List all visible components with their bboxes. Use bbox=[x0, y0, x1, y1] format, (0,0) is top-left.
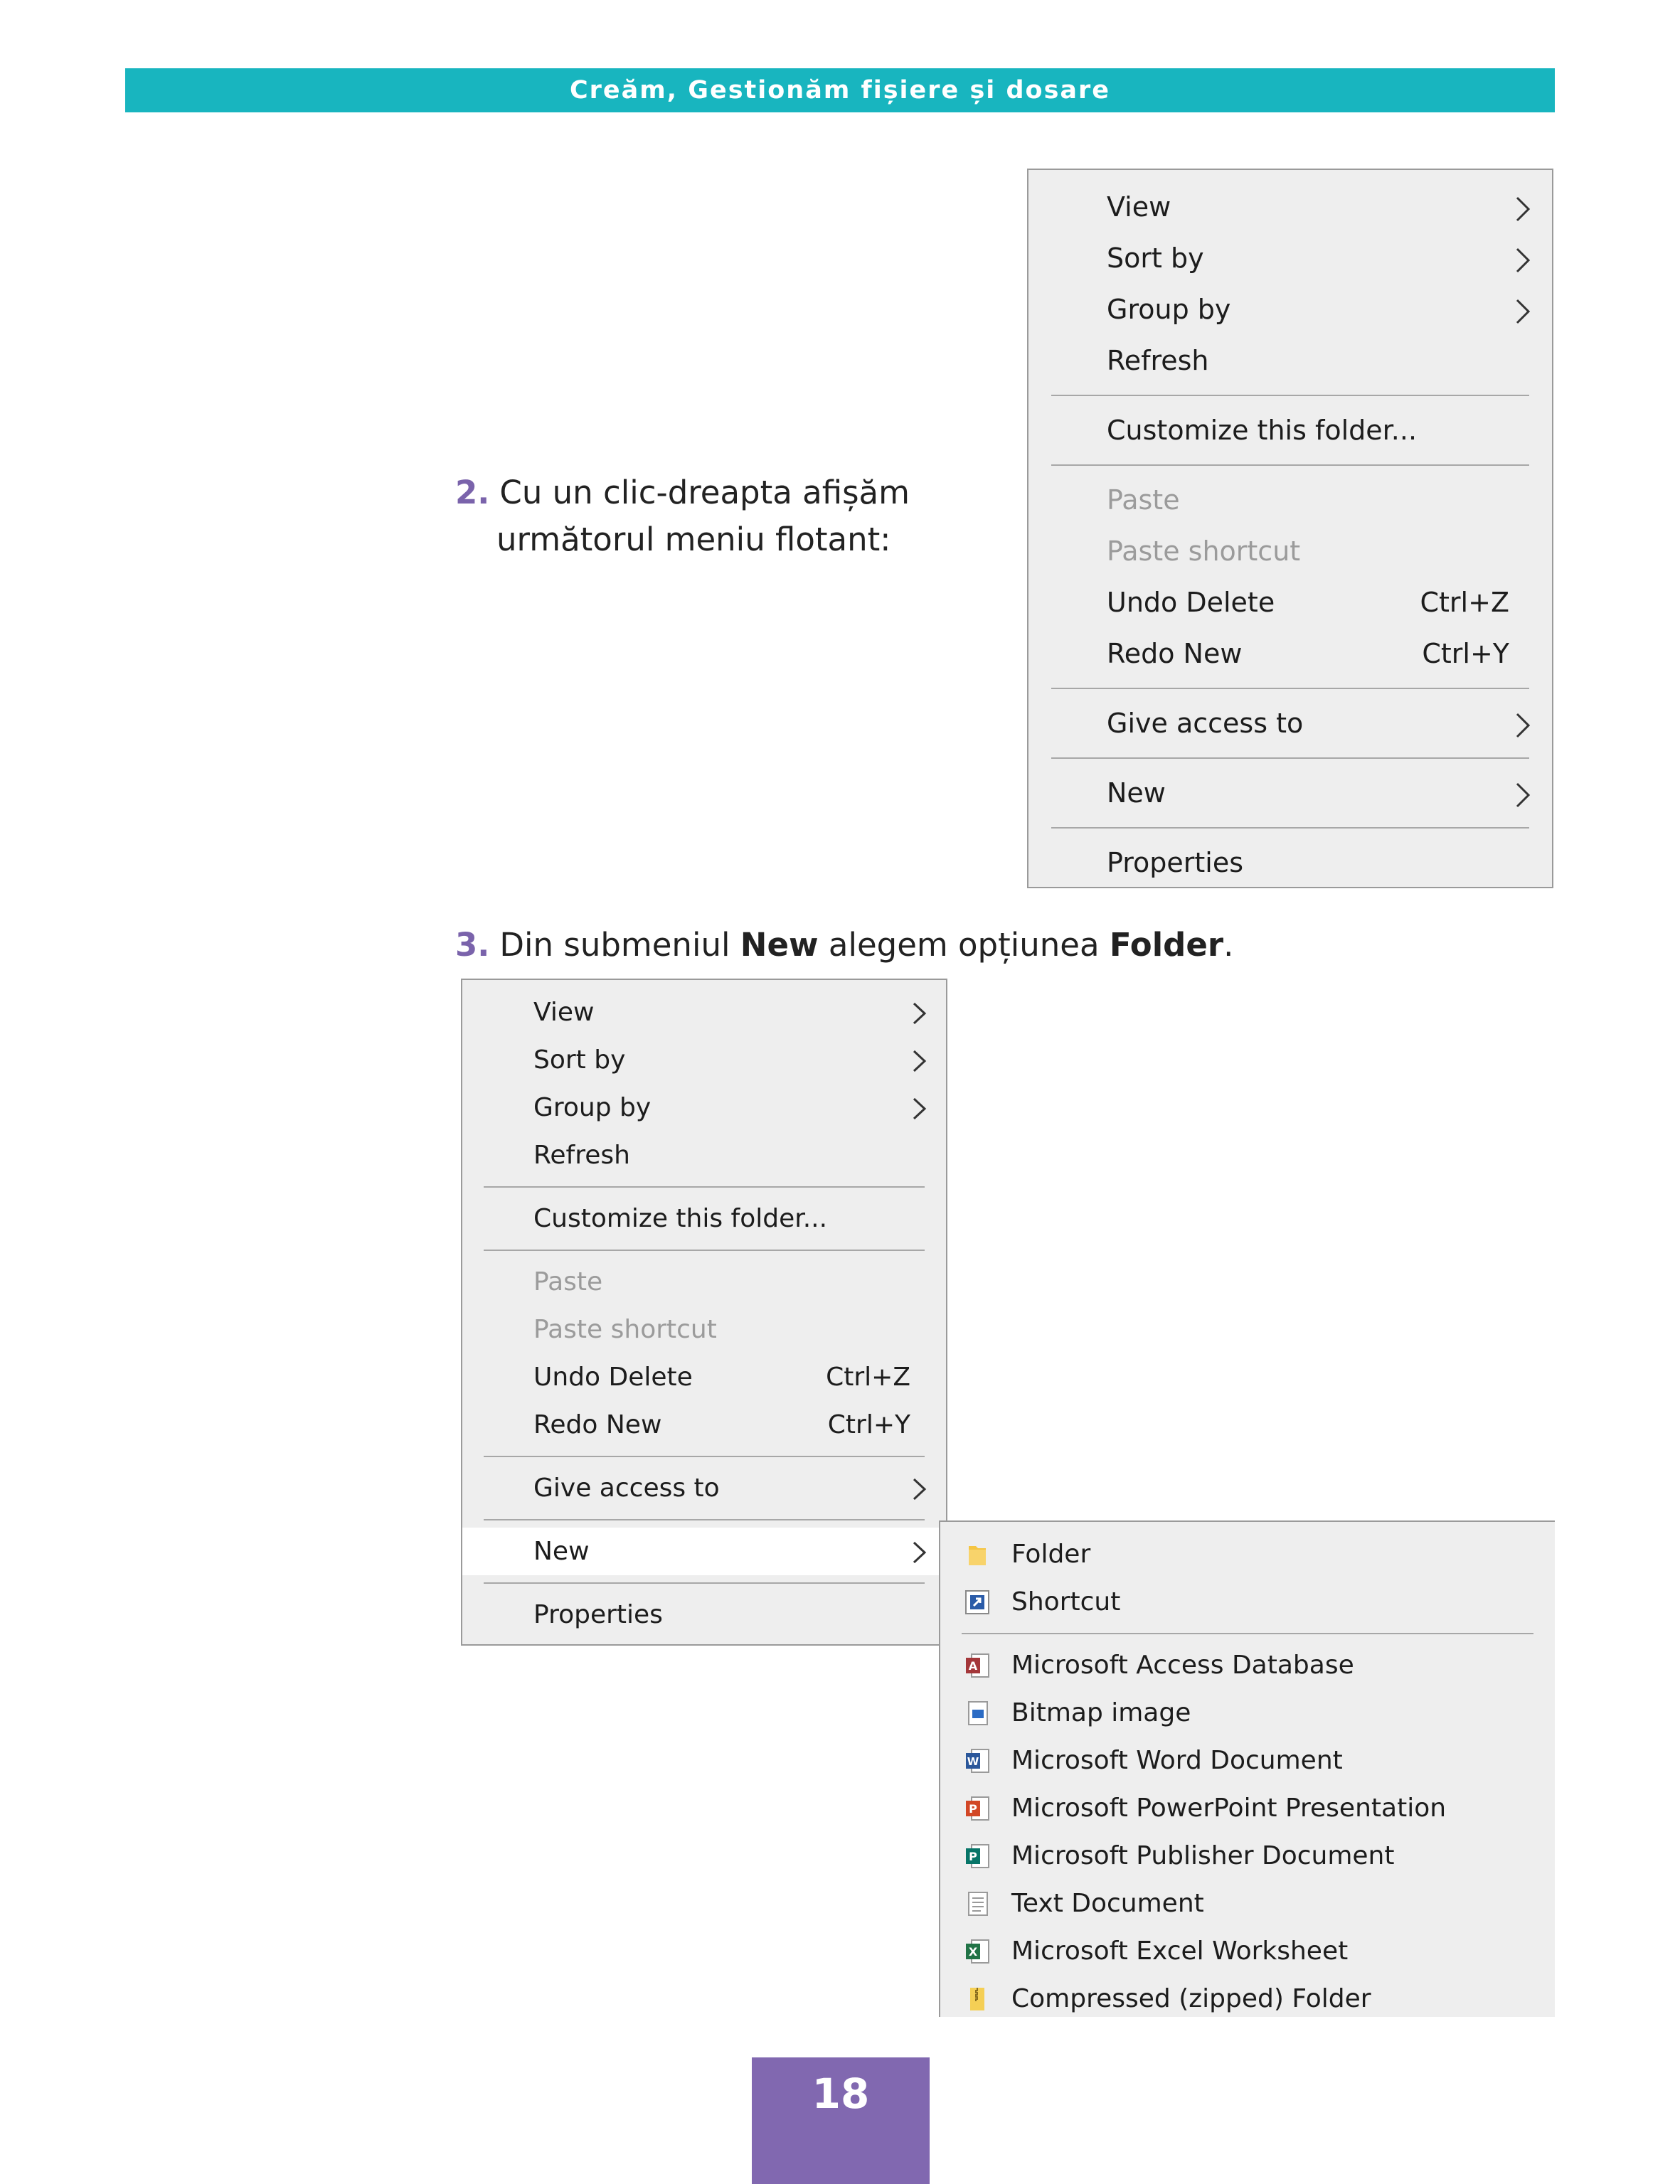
menu-item-label: Give access to bbox=[1107, 708, 1304, 739]
chevron-right-icon bbox=[912, 1049, 927, 1073]
menu-separator bbox=[484, 1582, 925, 1584]
menu-item-view[interactable] bbox=[1028, 181, 1552, 233]
menu-item-properties[interactable] bbox=[1028, 837, 1552, 888]
menu-separator bbox=[1051, 827, 1529, 829]
zip-folder-icon bbox=[963, 1985, 991, 2013]
menu-item-label: New bbox=[1107, 777, 1166, 809]
menu-item-paste-shortcut bbox=[462, 1306, 946, 1353]
chevron-right-icon bbox=[912, 1477, 927, 1501]
menu-item-label: Group by bbox=[1107, 294, 1231, 325]
chevron-right-icon bbox=[1515, 298, 1531, 325]
submenu-item-label: Microsoft Word Document bbox=[1011, 1746, 1343, 1775]
menu-item-give-access[interactable] bbox=[462, 1464, 946, 1512]
context-menu-expanded bbox=[461, 979, 947, 1646]
menu-separator bbox=[484, 1250, 925, 1251]
submenu-item-label: Microsoft Excel Worksheet bbox=[1011, 1937, 1349, 1966]
step-3-text-c: . bbox=[1223, 926, 1234, 964]
menu-item-label: Redo New bbox=[533, 1410, 662, 1439]
submenu-item-text-document[interactable] bbox=[940, 1880, 1555, 1927]
shortcut-icon bbox=[963, 1588, 991, 1616]
menu-item-label: Undo Delete bbox=[1107, 587, 1275, 618]
menu-item-customize-folder[interactable] bbox=[1028, 405, 1552, 456]
chevron-right-icon bbox=[1515, 782, 1531, 809]
svg-text:X: X bbox=[968, 1945, 978, 1959]
submenu-item-label: Compressed (zipped) Folder bbox=[1011, 1984, 1371, 2013]
svg-text:P: P bbox=[969, 1850, 977, 1863]
menu-item-label: Paste shortcut bbox=[533, 1315, 717, 1344]
menu-separator bbox=[1051, 757, 1529, 759]
submenu-item-access-database[interactable] bbox=[940, 1641, 1555, 1689]
menu-item-label: Redo New bbox=[1107, 638, 1243, 669]
menu-separator bbox=[1051, 464, 1529, 466]
menu-item-label: Give access to bbox=[533, 1474, 720, 1503]
menu-item-properties[interactable] bbox=[462, 1591, 946, 1639]
menu-separator bbox=[484, 1456, 925, 1457]
excel-icon bbox=[963, 1937, 991, 1966]
menu-item-label: Sort by bbox=[533, 1045, 626, 1075]
step-3-text bbox=[455, 922, 1233, 969]
menu-separator bbox=[962, 1633, 1533, 1634]
submenu-item-excel-worksheet[interactable] bbox=[940, 1927, 1555, 1975]
menu-item-label: Group by bbox=[533, 1093, 652, 1122]
menu-item-group-by[interactable] bbox=[462, 1084, 946, 1131]
menu-item-paste-shortcut bbox=[1028, 526, 1552, 577]
menu-item-label: Paste bbox=[533, 1267, 603, 1296]
menu-item-paste bbox=[1028, 474, 1552, 526]
menu-item-label: Refresh bbox=[533, 1141, 630, 1170]
shortcut-text: Ctrl+Z bbox=[1420, 587, 1509, 618]
menu-item-label: Sort by bbox=[1107, 243, 1204, 274]
menu-item-label: Undo Delete bbox=[533, 1363, 693, 1392]
access-icon bbox=[963, 1651, 991, 1680]
page-number: 18 bbox=[752, 2057, 930, 2184]
menu-item-paste bbox=[462, 1258, 946, 1306]
menu-item-new-highlighted[interactable] bbox=[462, 1528, 946, 1575]
word-icon bbox=[963, 1747, 991, 1775]
shortcut-text: Ctrl+Y bbox=[827, 1410, 910, 1439]
chevron-right-icon bbox=[912, 1001, 927, 1026]
menu-item-label: Paste bbox=[1107, 484, 1180, 516]
menu-item-label: New bbox=[533, 1537, 590, 1566]
submenu-item-label: Folder bbox=[1011, 1540, 1091, 1569]
menu-item-label: Customize this folder... bbox=[1107, 415, 1418, 446]
menu-separator bbox=[1051, 688, 1529, 689]
menu-separator bbox=[1051, 395, 1529, 396]
svg-text:W: W bbox=[967, 1755, 979, 1768]
menu-item-undo-delete[interactable] bbox=[1028, 577, 1552, 628]
step-3-bold-folder: Folder bbox=[1109, 926, 1224, 964]
menu-item-customize-folder[interactable] bbox=[462, 1195, 946, 1242]
svg-text:A: A bbox=[968, 1659, 978, 1673]
page-header: Creăm, Gestionăm fișiere și dosare bbox=[125, 68, 1555, 112]
new-submenu bbox=[939, 1520, 1555, 2017]
chevron-right-icon bbox=[1515, 196, 1531, 223]
menu-item-label: View bbox=[533, 998, 595, 1027]
step-3-bold-new: New bbox=[740, 926, 819, 964]
submenu-item-label: Microsoft Publisher Document bbox=[1011, 1841, 1395, 1870]
menu-item-view[interactable] bbox=[462, 989, 946, 1036]
menu-item-label: Refresh bbox=[1107, 345, 1209, 376]
chevron-right-icon bbox=[912, 1097, 927, 1121]
shortcut-text: Ctrl+Z bbox=[826, 1363, 910, 1392]
submenu-item-shortcut[interactable] bbox=[940, 1578, 1555, 1626]
submenu-item-zipped-folder[interactable] bbox=[940, 1975, 1555, 2023]
menu-item-sort-by[interactable] bbox=[462, 1036, 946, 1084]
step-2-number: 2. bbox=[455, 474, 490, 511]
svg-text:P: P bbox=[969, 1802, 977, 1816]
submenu-item-label: Microsoft Access Database bbox=[1011, 1651, 1354, 1680]
folder-icon bbox=[963, 1540, 991, 1569]
submenu-item-label: Shortcut bbox=[1011, 1587, 1121, 1616]
menu-item-label: View bbox=[1107, 191, 1171, 223]
menu-item-redo-new[interactable] bbox=[462, 1401, 946, 1449]
publisher-icon bbox=[963, 1842, 991, 1870]
menu-separator bbox=[484, 1519, 925, 1520]
menu-separator bbox=[484, 1186, 925, 1188]
step-2-line-1: Cu un clic-dreapta afișăm bbox=[499, 474, 910, 511]
menu-item-label: Properties bbox=[533, 1600, 663, 1629]
submenu-item-word-document[interactable] bbox=[940, 1737, 1555, 1784]
menu-item-new[interactable] bbox=[1028, 767, 1552, 819]
chevron-right-icon bbox=[912, 1540, 927, 1565]
submenu-item-label: Bitmap image bbox=[1011, 1698, 1191, 1727]
text-document-icon bbox=[963, 1890, 991, 1918]
powerpoint-icon bbox=[963, 1794, 991, 1823]
menu-item-label: Customize this folder... bbox=[533, 1204, 828, 1233]
bitmap-icon bbox=[963, 1699, 991, 1727]
menu-item-refresh[interactable] bbox=[462, 1131, 946, 1179]
menu-item-sort-by[interactable] bbox=[1028, 233, 1552, 284]
menu-item-label: Paste shortcut bbox=[1107, 536, 1301, 567]
menu-item-refresh[interactable] bbox=[1028, 335, 1552, 386]
menu-item-group-by[interactable] bbox=[1028, 284, 1552, 335]
step-2-text bbox=[455, 469, 910, 563]
step-3-text-a: Din submeniul bbox=[499, 926, 740, 964]
submenu-item-bitmap-image[interactable] bbox=[940, 1689, 1555, 1737]
menu-item-label: Properties bbox=[1107, 847, 1244, 878]
context-menu bbox=[1027, 169, 1553, 888]
submenu-item-powerpoint[interactable] bbox=[940, 1784, 1555, 1832]
chevron-right-icon bbox=[1515, 712, 1531, 739]
submenu-item-label: Text Document bbox=[1011, 1889, 1204, 1918]
menu-item-give-access[interactable] bbox=[1028, 698, 1552, 749]
menu-item-redo-new[interactable] bbox=[1028, 628, 1552, 679]
submenu-item-publisher[interactable] bbox=[940, 1832, 1555, 1880]
submenu-item-label: Microsoft PowerPoint Presentation bbox=[1011, 1794, 1447, 1823]
submenu-item-folder[interactable] bbox=[940, 1530, 1555, 1578]
step-3-number: 3. bbox=[455, 926, 490, 964]
menu-item-undo-delete[interactable] bbox=[462, 1353, 946, 1401]
step-3-text-b: alegem opțiunea bbox=[818, 926, 1110, 964]
shortcut-text: Ctrl+Y bbox=[1422, 638, 1509, 669]
chevron-right-icon bbox=[1515, 247, 1531, 274]
step-2-line-2: următorul meniu flotant: bbox=[496, 521, 891, 558]
